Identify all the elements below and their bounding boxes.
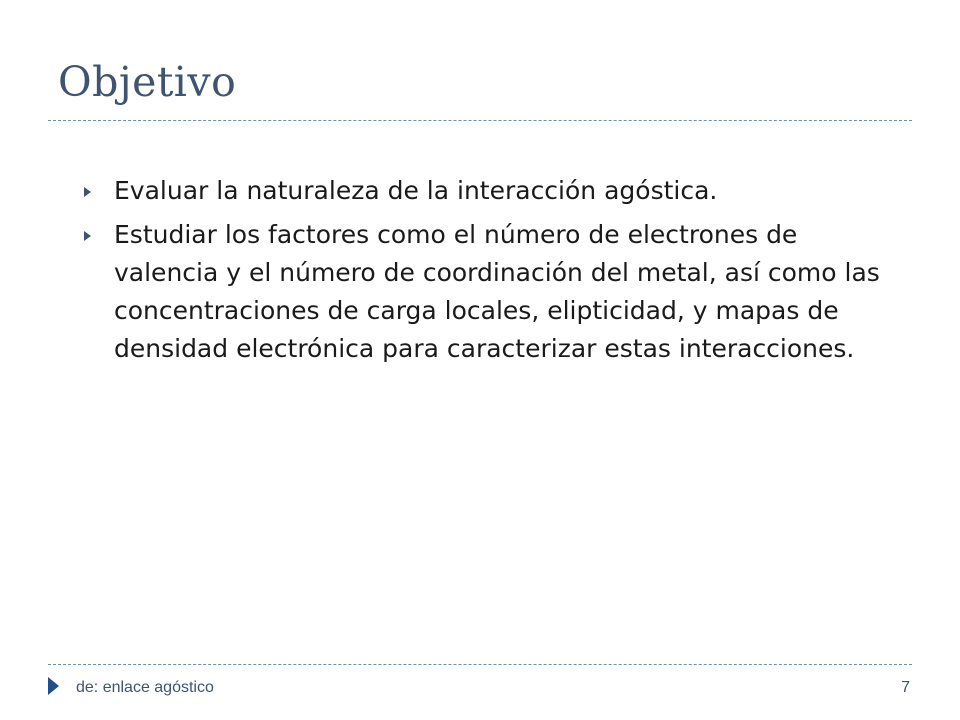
title-divider xyxy=(48,120,912,121)
bullet-item xyxy=(84,172,894,210)
footer-text: de: enlace agóstico xyxy=(76,679,214,696)
triangle-right-icon xyxy=(84,187,91,197)
footer-triangle-icon xyxy=(48,677,59,695)
footer-divider xyxy=(48,664,912,665)
bullet-text: Estudiar los factores como el número de electrones de valencia y el número de coordinación del metal, así como las concentraciones de carga locales, elipticidad, y mapas de densidad electrónica para caracterizar estas interacciones. xyxy=(114,220,880,363)
page-number: 7 xyxy=(901,679,910,696)
bullet-text: Evaluar la naturaleza de la interacción agóstica. xyxy=(114,176,718,205)
triangle-right-icon xyxy=(84,231,91,241)
bullet-item xyxy=(84,216,894,368)
slide-title: Objetivo xyxy=(58,58,237,106)
bullet-list xyxy=(84,172,894,374)
